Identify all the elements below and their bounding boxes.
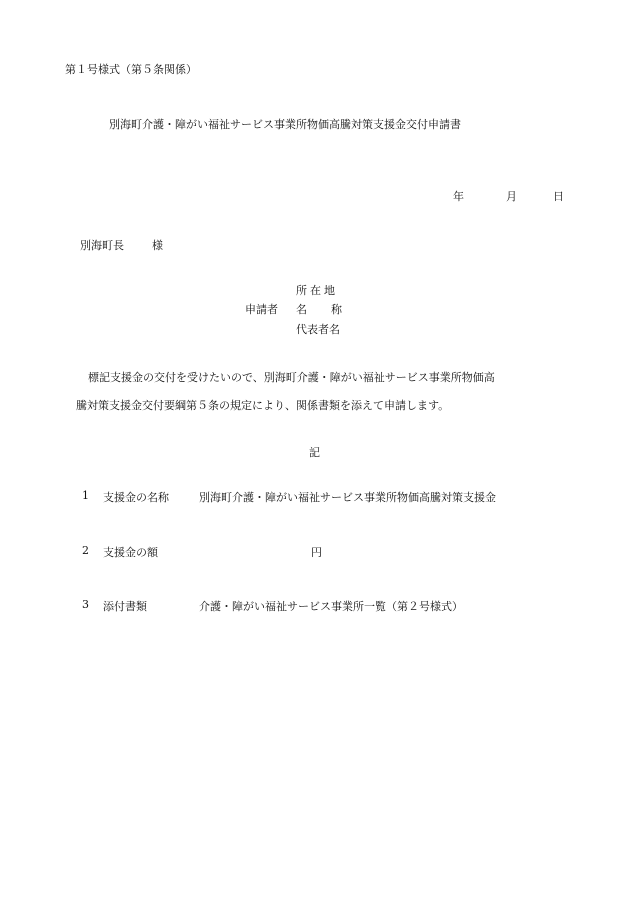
applicant-address-label: 所在地 bbox=[296, 284, 338, 297]
item-number: 2 bbox=[82, 544, 89, 557]
item-value: 別海町介護・障がい福祉サービス事業所物価高騰対策支援金 bbox=[199, 491, 496, 504]
item-value: 円 bbox=[311, 546, 322, 559]
body-text-line-1: 標記支援金の交付を受けたいので、別海町介護・障がい福祉サービス事業所物価高 bbox=[88, 371, 495, 384]
form-number: 第１号様式（第５条関係） bbox=[65, 63, 197, 76]
applicant-label: 申請者 bbox=[245, 303, 278, 316]
applicant-name-label-2: 称 bbox=[331, 303, 342, 316]
item-number: 1 bbox=[82, 489, 89, 502]
body-text-line-2: 騰対策支援金交付要綱第５条の規定により、関係書類を添えて申請します。 bbox=[76, 399, 450, 412]
item-value: 介護・障がい福祉サービス事業所一覧（第２号様式） bbox=[199, 600, 463, 613]
item-label: 支援金の名称 bbox=[103, 491, 169, 504]
ki-heading: 記 bbox=[309, 446, 320, 459]
item-number: 3 bbox=[82, 598, 89, 611]
applicant-name-label: 名 bbox=[296, 303, 307, 316]
representative-label: 代表者名 bbox=[296, 323, 340, 336]
document-title: 別海町介護・障がい福祉サービス事業所物価高騰対策支援金交付申請書 bbox=[109, 118, 461, 131]
date-month-label: 月 bbox=[506, 190, 517, 203]
item-label: 支援金の額 bbox=[103, 546, 158, 559]
date-year-label: 年 bbox=[453, 190, 464, 203]
date-day-label: 日 bbox=[553, 190, 564, 203]
addressee-name: 別海町長 bbox=[80, 239, 124, 252]
addressee-honorific: 様 bbox=[152, 239, 163, 252]
item-label: 添付書類 bbox=[103, 600, 147, 613]
